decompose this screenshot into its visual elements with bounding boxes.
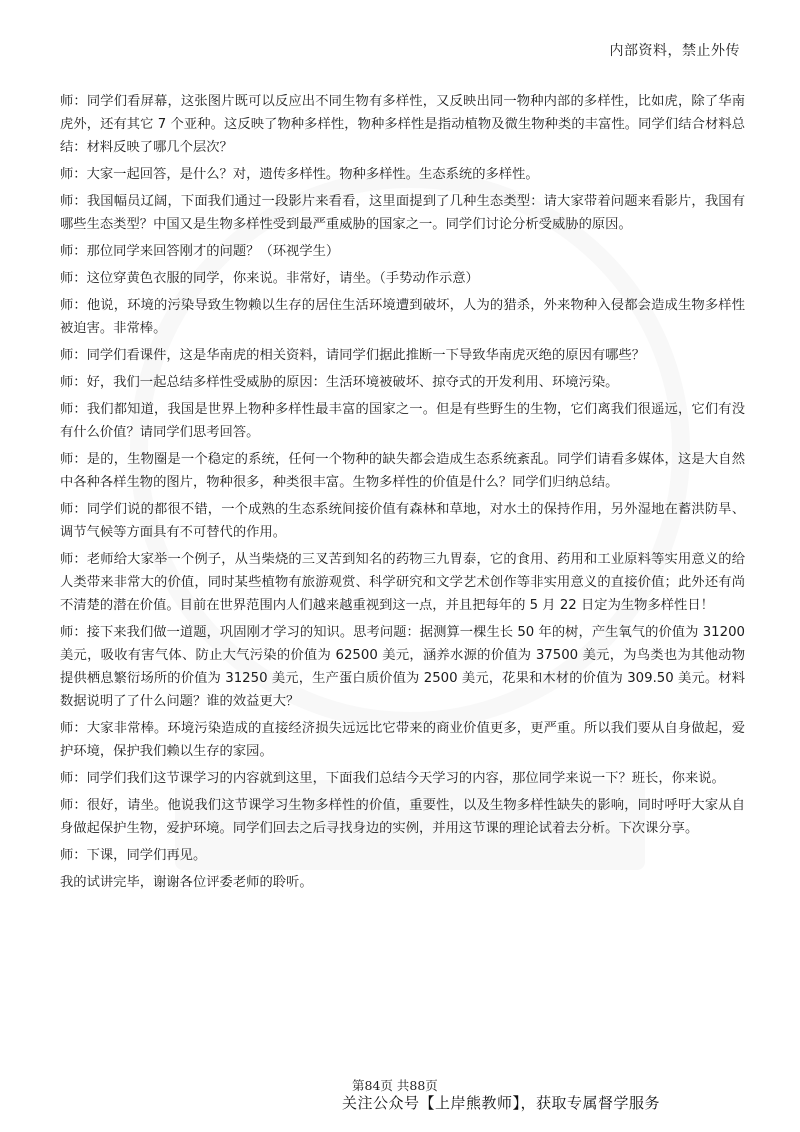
paragraph: 师：老师给大家举一个例子，从当柴烧的三叉苦到知名的药物三九胃泰，它的食用、药用和工业原料等实用意义的给人类带来非常大的价值，同时某些植物有旅游观赏、科学研究和文学艺术创作等非实用意义的直接价值；此外还有尚不清楚的潜在价值。目前在世界范围内人们越来越重视到这一点，并且把每年的 5 月 22 日定为生物多样性日！ — [60, 552, 745, 613]
paragraph: 师：下课，同学们再见。 — [60, 848, 207, 863]
body-text — [60, 90, 745, 898]
paragraph: 师：同学们看课件，这是华南虎的相关资料，请同学们据此推断一下导致华南虎灭绝的原因有哪些？ — [60, 348, 646, 363]
paragraph: 师：大家非常棒。环境污染造成的直接经济损失远远比它带来的商业价值更多，更严重。所以我们要从自身做起，爱护环境，保护我们赖以生存的家园。 — [60, 721, 745, 759]
paragraph: 师：好，我们一起总结多样性受威胁的原因：生活环境被破坏、掠夺式的开发利用、环境污染。 — [60, 375, 619, 390]
paragraph: 师：我们都知道，我国是世界上物种多样性最丰富的国家之一。但是有些野生的生物，它们离我们很遥远，它们有没有什么价值？请同学们思考回答。 — [60, 402, 745, 440]
paragraph: 师：我国幅员辽阔，下面我们通过一段影片来看看，这里面提到了几种生态类型：请大家带着问题来看影片，我国有哪些生态类型？中国又是生物多样性受到最严重威胁的国家之一。同学们讨论分析受威胁的原因。 — [60, 194, 745, 232]
paragraph: 师：大家一起回答，是什么？对，遗传多样性。物种多样性。生态系统的多样性。 — [60, 167, 539, 182]
paragraph: 师：是的，生物圈是一个稳定的系统，任何一个物种的缺失都会造成生态系统紊乱。同学们请看多媒体，这是大自然中各种各样生物的图片，物种很多，种类很丰富。生物多样性的价值是什么？同学们归纳总结。 — [60, 452, 745, 490]
header-confidential-note: 内部资料，禁止外传 — [609, 43, 740, 59]
page-number: 第84页 共88页 — [352, 1078, 438, 1093]
paragraph: 师：接下来我们做一道题，巩固刚才学习的知识。思考问题：据测算一棵生长 50 年的树，产生氧气的价值为 31200 美元，吸收有害气体、防止大气污染的价值为 62500 美元，涵养水源的价值为 37500 美元，为鸟类也为其他动物提供栖息繁衍场所的价值为 31250 美元，生产蛋白质价值为 2500 美元，花果和木材的价值为 309.50 美元。材料数据说明了了什么问题？谁的效益更大？ — [60, 625, 745, 709]
paragraph: 我的试讲完毕，谢谢各位评委老师的聆听。 — [60, 875, 313, 890]
paragraph: 师：他说，环境的污染导致生物赖以生存的居住生活环境遭到破坏，人为的猎杀，外来物种入侵都会造成生物多样性被迫害。非常棒。 — [60, 298, 745, 336]
paragraph: 师：同学们说的都很不错，一个成熟的生态系统间接价值有森林和草地，对水土的保持作用，另外湿地在蓄洪防旱、调节气候等方面具有不可替代的作用。 — [60, 502, 745, 540]
paragraph: 师：很好，请坐。他说我们这节课学习生物多样性的价值，重要性，以及生物多样性缺失的影响，同时呼吁大家从自身做起保护生物，爱护环境。同学们回去之后寻找身边的实例，并用这节课的理论试着去分析。下次课分享。 — [60, 798, 745, 836]
footer-promo-note: 关注公众号【上岸熊教师】，获取专属督学服务 — [342, 1094, 661, 1112]
paragraph: 师：那位同学来回答刚才的问题？（环视学生） — [60, 244, 340, 259]
paragraph: 师：同学们我们这节课学习的内容就到这里，下面我们总结今天学习的内容，那位同学来说一下？班长，你来说。 — [60, 771, 725, 786]
paragraph: 师：同学们看屏幕，这张图片既可以反应出不同生物有多样性，又反映出同一物种内部的多样性，比如虎，除了华南虎外，还有其它 7 个亚种。这反映了物种多样性，物种多样性是指动植物及微生物种类的丰富性。同学们结合材料总结：材料反映了哪几个层次？ — [60, 94, 745, 155]
paragraph: 师：这位穿黄色衣服的同学，你来说。非常好，请坐。（手势动作示意） — [60, 271, 479, 286]
